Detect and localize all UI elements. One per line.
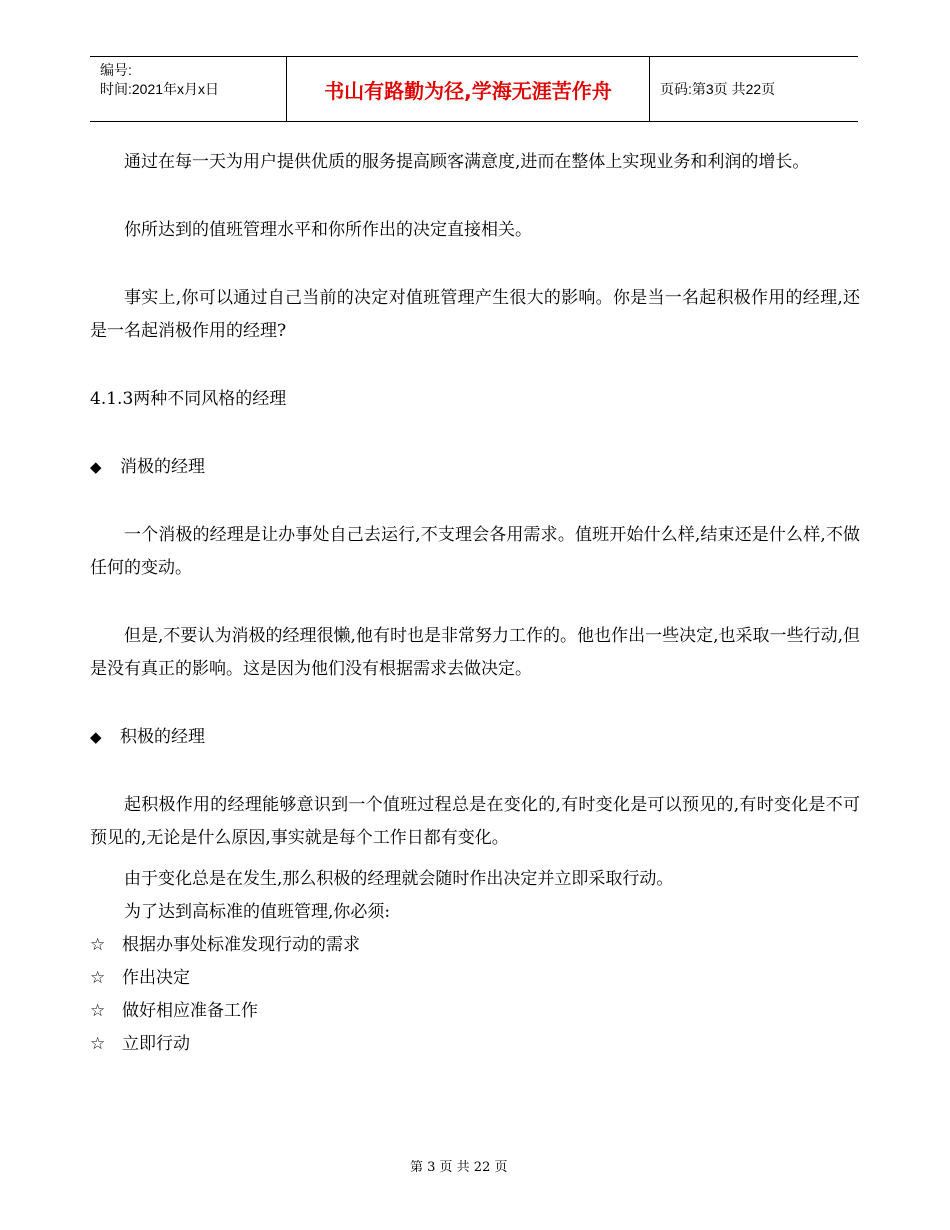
header-meta — [90, 57, 286, 121]
header-page-info: 页码:第3页 共22页 — [660, 81, 776, 97]
bullet-passive-manager — [90, 451, 860, 484]
paragraph-5: 但是,不要认为消极的经理很懒,他有时也是非常努力工作的。他也作出一些决定,也采取一些行动,但是没有真正的影响。这是因为他们没有根据需求去做决定。 — [90, 626, 860, 679]
list-item — [90, 1028, 860, 1061]
bullet-active-manager — [90, 721, 860, 754]
requirements-list — [90, 929, 860, 1061]
page-footer: 第 3 页 共 22 页 — [410, 1160, 508, 1175]
list-item — [90, 962, 860, 995]
list-item — [90, 929, 860, 962]
time-label: 时间:2021年x月x日 — [100, 81, 220, 97]
list-item-text: 立即行动 — [122, 1034, 190, 1054]
paragraph-4: 一个消极的经理是让办事处自己去运行,不支理会各用需求。值班开始什么样,结束还是什么样,不做任何的变动。 — [90, 525, 860, 578]
page-header — [90, 56, 858, 122]
paragraph-2: 你所达到的值班管理水平和你所作出的决定直接相关。 — [124, 220, 532, 240]
id-label: 编号: — [100, 62, 132, 78]
list-item — [90, 995, 860, 1028]
star-bullet-icon: ☆ — [90, 968, 106, 988]
document-body — [90, 146, 860, 1061]
list-item-text: 根据办事处标准发现行动的需求 — [122, 935, 360, 955]
bullet-label: 积极的经理 — [120, 727, 205, 747]
paragraph-3: 事实上,你可以通过自己当前的决定对值班管理产生很大的影响。你是当一名起积极作用的经理,还是一名起消极作用的经理? — [90, 288, 860, 341]
bullet-label: 消极的经理 — [120, 457, 205, 477]
header-motto: 书山有路勤为径,学海无涯苦作舟 — [286, 57, 650, 121]
paragraph-8: 为了达到高标准的值班管理,你必须: — [124, 902, 391, 922]
paragraph-1: 通过在每一天为用户提供优质的服务提高顾客满意度,进而在整体上实现业务和利润的增长。 — [124, 152, 810, 172]
list-item-text: 做好相应准备工作 — [122, 1001, 258, 1021]
diamond-bullet-icon: ◆ — [90, 458, 102, 476]
section-title: 4.1.3两种不同风格的经理 — [90, 389, 287, 409]
star-bullet-icon: ☆ — [90, 1034, 106, 1054]
list-item-text: 作出决定 — [122, 968, 190, 988]
paragraph-7: 由于变化总是在发生,那么积极的经理就会随时作出决定并立即采取行动。 — [124, 869, 674, 889]
diamond-bullet-icon: ◆ — [90, 728, 102, 746]
star-bullet-icon: ☆ — [90, 1001, 106, 1021]
paragraph-6: 起积极作用的经理能够意识到一个值班过程总是在变化的,有时变化是可以预见的,有时变化是不可预见的,无论是什么原因,事实就是每个工作日都有变化。 — [90, 795, 860, 848]
star-bullet-icon: ☆ — [90, 935, 106, 955]
